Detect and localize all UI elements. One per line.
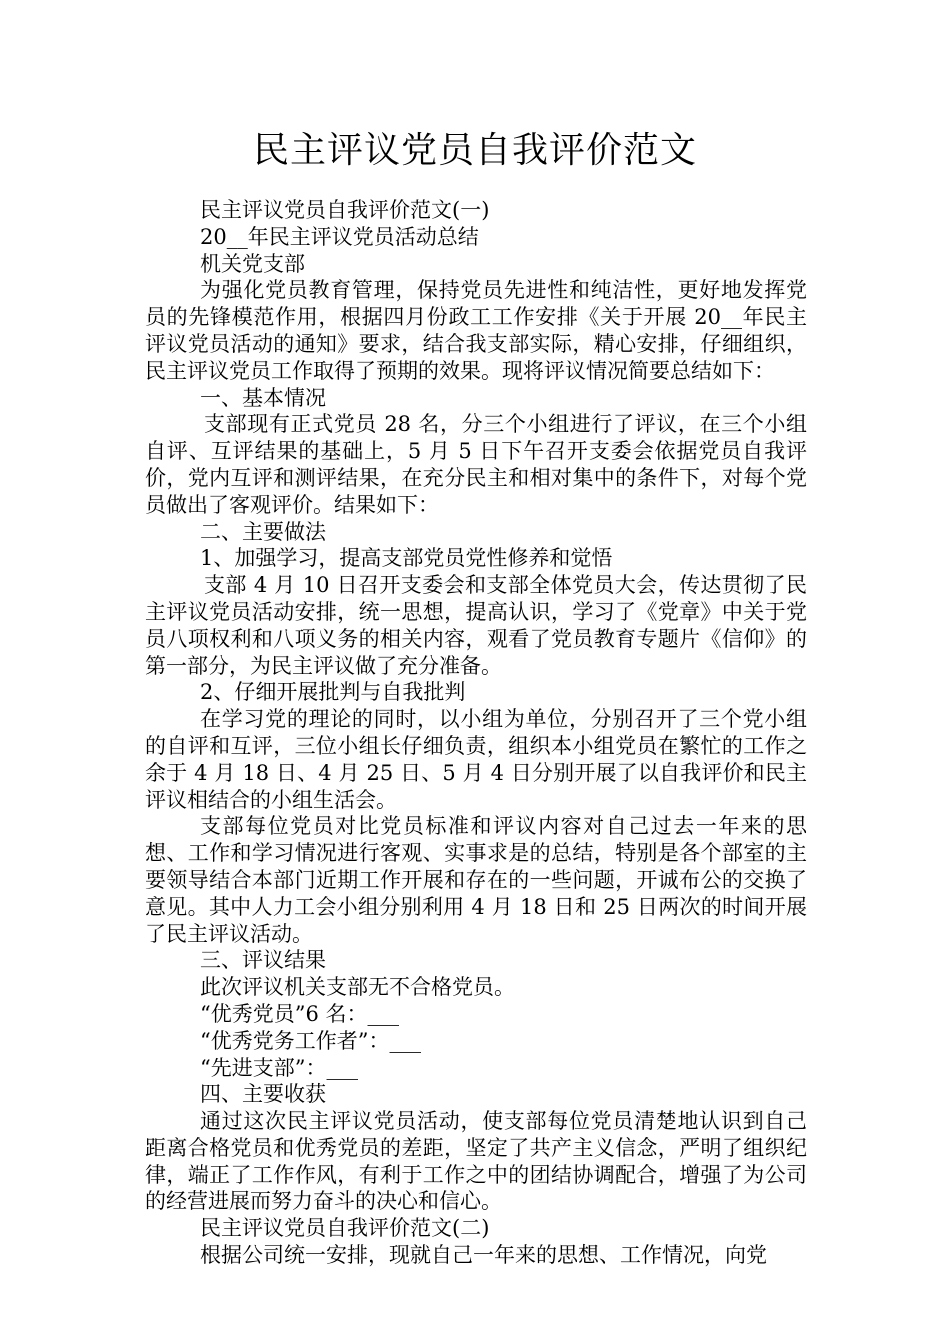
- paragraph: 支部 4 月 10 日召开支委会和支部全体党员大会，传达贯彻了民主评议党员活动安排，统一思想，提高认识，学习了《党章》中关于党员八项权利和八项义务的相关内容，观看了党员教育专题片《信仰》的第一部分，为民主评议做了充分准备。: [145, 573, 807, 678]
- subtitle: 20__年民主评议党员活动总结: [200, 224, 479, 249]
- paragraph: 此次评议机关支部无不合格党员。: [200, 975, 515, 1000]
- section-heading: 三、评议结果: [200, 948, 326, 973]
- organization-name: 机关党支部: [200, 251, 305, 276]
- paragraph: 支部现有正式党员 28 名，分三个小组进行了评议，在三个小组自评、互评结果的基础上，5 月 5 日下午召开支委会依据党员自我评价，党内互评和测评结果，在充分民主和相对集中的条件下，对每个党员做出了客观评价。结果如下：: [145, 412, 807, 517]
- section-heading: 民主评议党员自我评价范文(二): [200, 1216, 490, 1241]
- section-heading: 民主评议党员自我评价范文(一): [200, 198, 490, 222]
- result-line: “优秀党员”6 名：___: [200, 1001, 400, 1026]
- section-heading: 一、基本情况: [200, 385, 326, 410]
- paragraph: 通过这次民主评议党员活动，使支部每位党员清楚地认识到自己距离合格党员和优秀党员的差距，坚定了共产主义信念，严明了组织纪律，端正了工作作风，有利于工作之中的团结协调配合，增强了为公司的经营进展而努力奋斗的决心和信心。: [145, 1109, 807, 1214]
- paragraph: 根据公司统一安排，现就自己一年来的思想、工作情况，向党: [200, 1243, 767, 1268]
- paragraph: 为强化党员教育管理，保持党员先进性和纯洁性，更好地发挥党员的先锋模范作用，根据四月份政工工作安排《关于开展 20__年民主评议党员活动的通知》要求，结合我支部实际，精心安排，仔细组织，民主评议党员工作取得了预期的效果。现将评议情况简要总结如下：: [145, 278, 807, 383]
- document-title: 民主评议党员自我评价范文: [252, 130, 697, 171]
- document-body: [145, 197, 807, 1269]
- subsection-heading: 2、仔细开展批判与自我批判: [200, 680, 466, 705]
- subsection-heading: 1、加强学习，提高支部党员党性修养和觉悟: [200, 546, 613, 571]
- paragraph: 支部每位党员对比党员标准和评议内容对自己过去一年来的思想、工作和学习情况进行客观、实事求是的总结，特别是各个部室的主要领导结合本部门近期工作开展和存在的一些问题，开诚布公的交换了意见。其中人力工会小组分别利用 4 月 18 日和 25 日两次的时间开展了民主评议活动。: [145, 814, 807, 946]
- result-line: “先进支部”：___: [200, 1055, 358, 1080]
- result-line: “优秀党务工作者”：___: [200, 1028, 421, 1053]
- section-heading: 二、主要做法: [200, 519, 326, 544]
- section-heading: 四、主要收获: [200, 1082, 326, 1107]
- paragraph: 在学习党的理论的同时，以小组为单位，分别召开了三个党小组的自评和互评，三位小组长仔细负责，组织本小组党员在繁忙的工作之余于 4 月 18 日、4 月 25 日、5 月 4 日分别开展了以自我评价和民主评议相结合的小组生活会。: [145, 707, 807, 812]
